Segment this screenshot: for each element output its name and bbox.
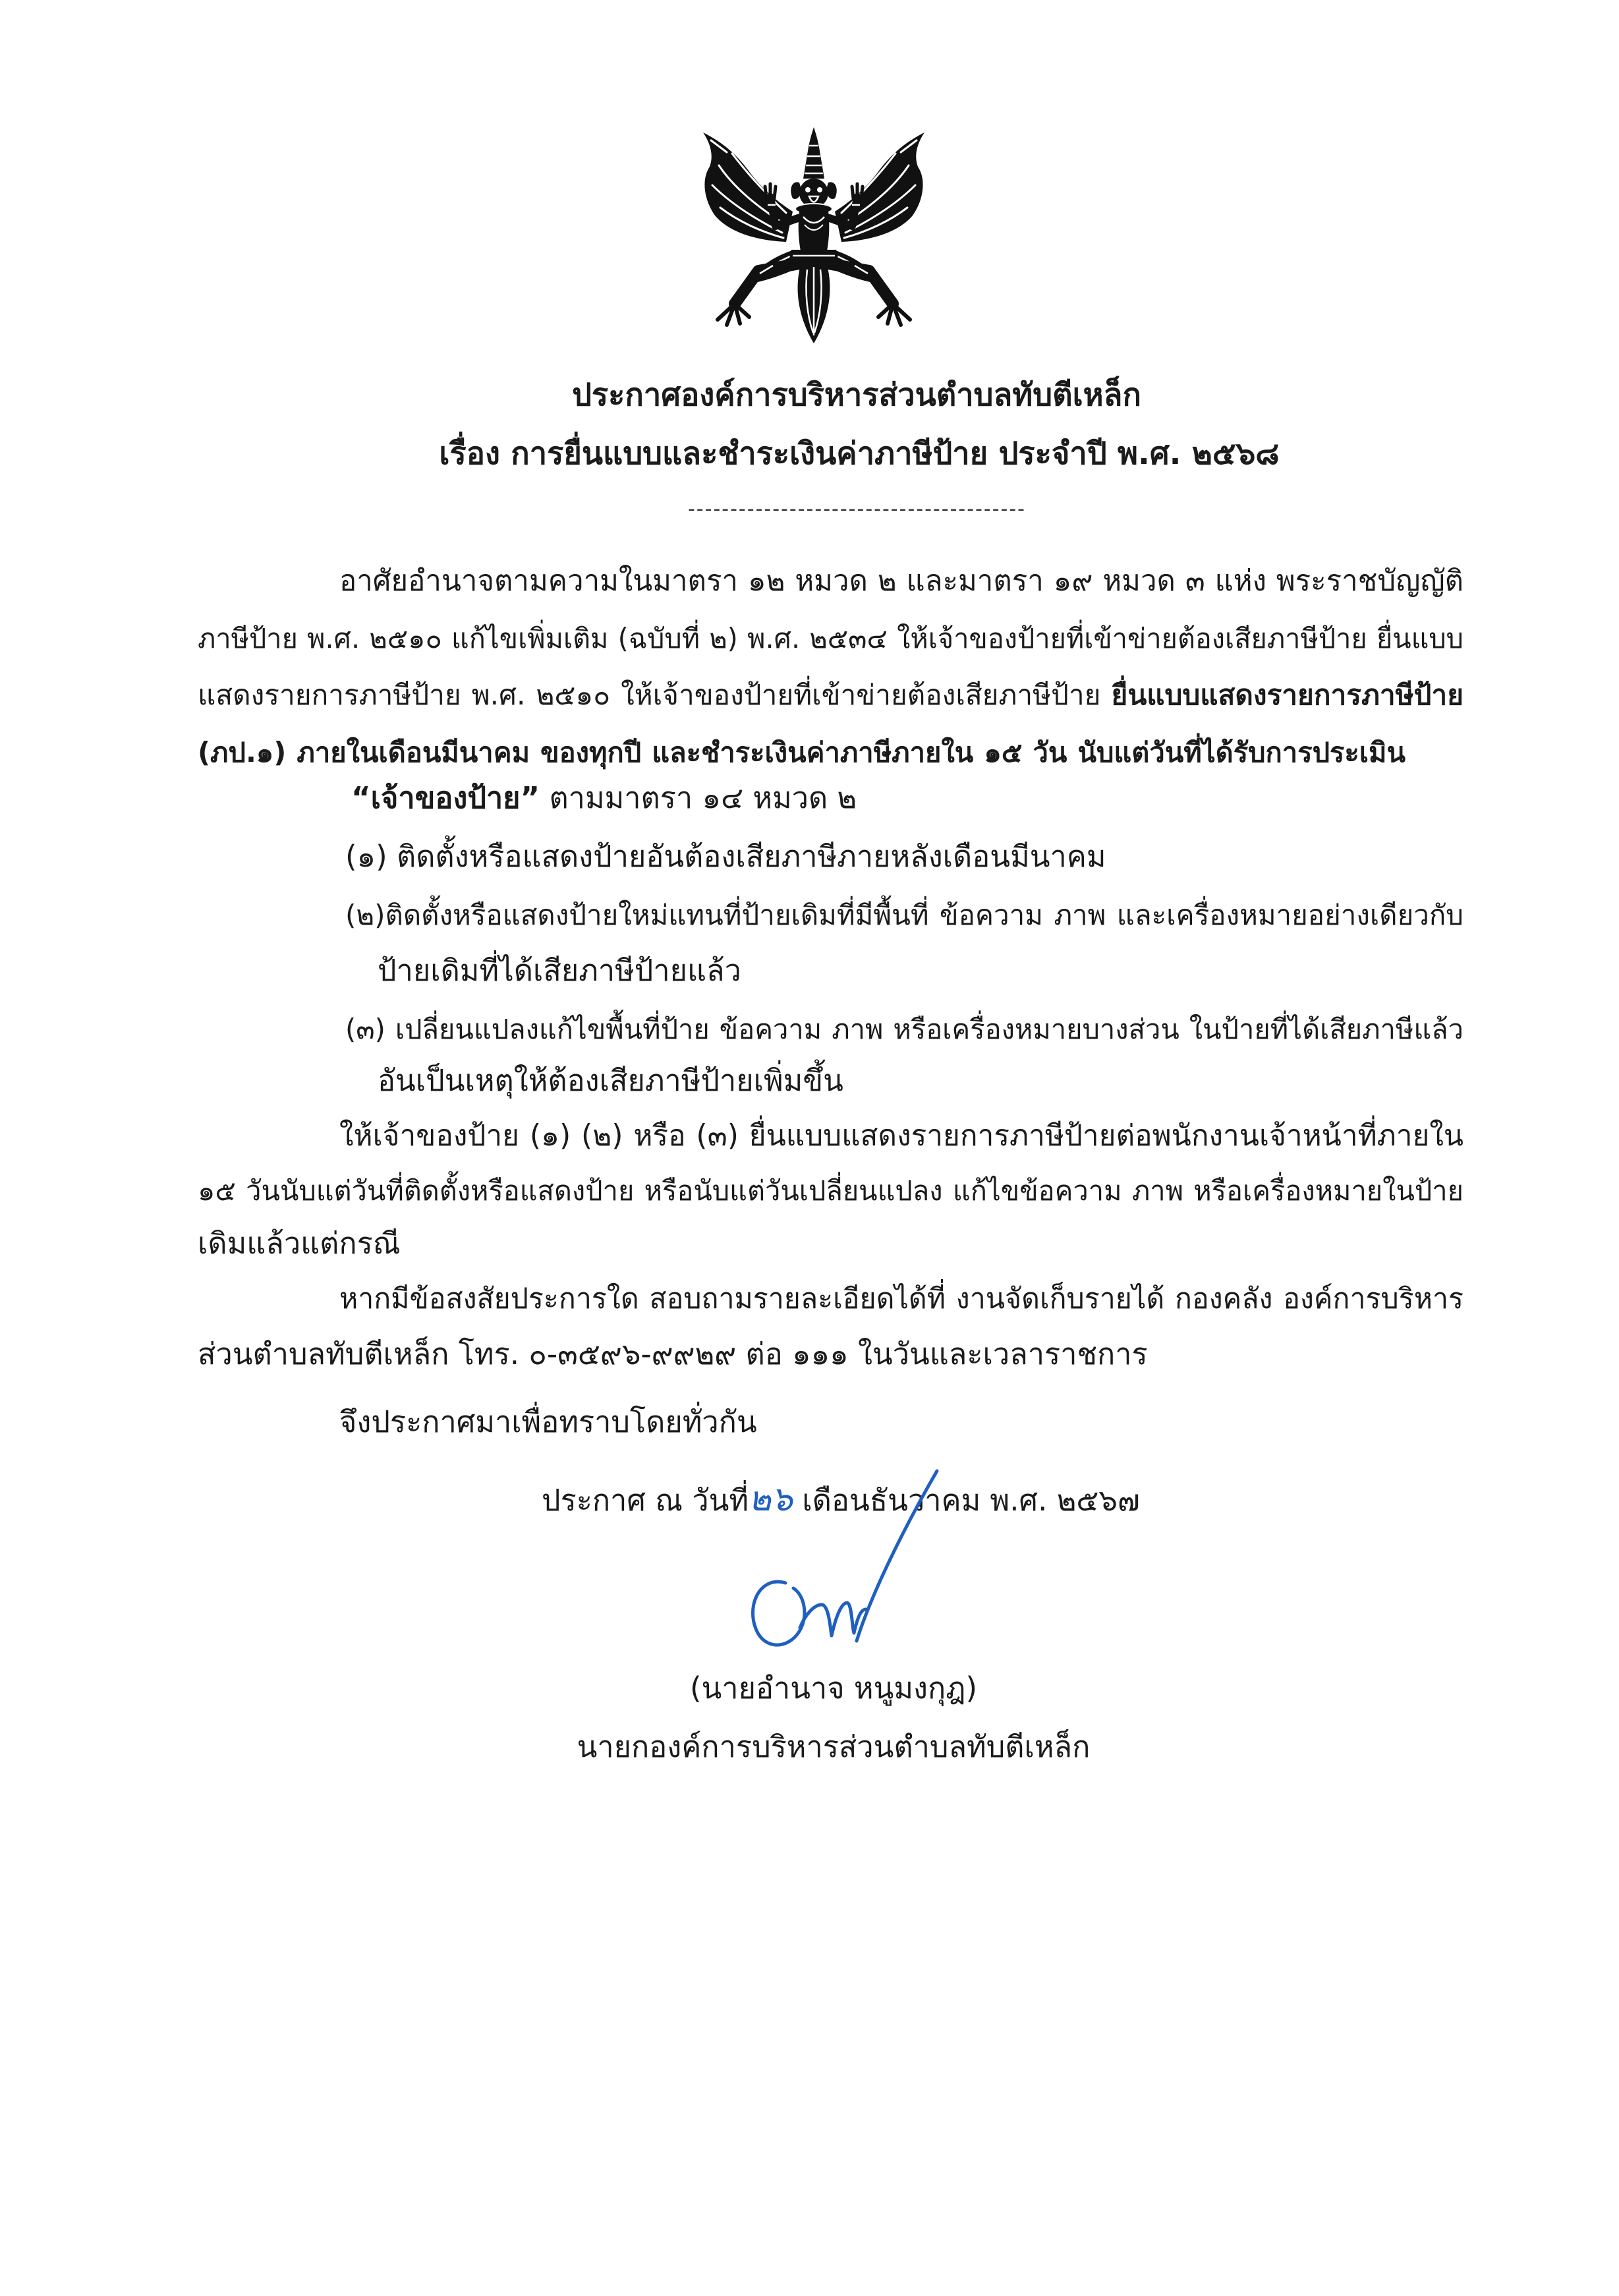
paragraph-1-line-3 bbox=[198, 669, 1463, 722]
date-day-handwritten: ๒๖ bbox=[749, 1479, 793, 1519]
paragraph-3-line-2: ส่วนตำบลทับตีเหล็ก โทร. ๐-๓๕๙๖-๙๙๒๙ ต่อ ๑๑๑ ในวันและเวลาราชการ bbox=[198, 1336, 1148, 1371]
date-prefix: ประกาศ ณ วันที่ bbox=[542, 1483, 749, 1518]
date-suffix: เดือนธันวาคม พ.ศ. ๒๕๖๗ bbox=[802, 1483, 1140, 1518]
announcement-title: ประกาศองค์การบริหารส่วนตำบลทับตีเหล็ก bbox=[572, 377, 1141, 413]
paragraph-1-line-4: (ภป.๑) ภายในเดือนมีนาคม ของทุกปี และชำระเงินค่าภาษีภายใน ๑๕ วัน นับแต่วันที่ได้รับการประเมิน bbox=[198, 736, 1406, 768]
handwritten-signature-icon bbox=[725, 1463, 962, 1661]
item-1: (๑) ติดตั้งหรือแสดงป้ายอันต้องเสียภาษีภายหลังเดือนมีนาคม bbox=[345, 839, 1106, 874]
announcement-subject: เรื่อง การยื่นแบบและชำระเงินค่าภาษีป้าย ประจำปี พ.ศ. ๒๕๖๘ bbox=[439, 436, 1280, 472]
paragraph-1-line-1: อาศัยอำนาจตามความในมาตรา ๑๒ หมวด ๒ และมาตรา ๑๙ หมวด ๓ แห่ง พระราชบัญญัติ bbox=[339, 564, 1463, 598]
item-2-continuation: ป้ายเดิมที่ได้เสียภาษีป้ายแล้ว bbox=[378, 953, 741, 988]
sign-owner-term: “เจ้าของป้าย” bbox=[351, 780, 540, 815]
title-divider: ---------------------------------------- bbox=[687, 498, 1026, 521]
paragraph-3-line-1: หากมีข้อสงสัยประการใด สอบถามรายละเอียดได้ที่ งานจัดเก็บรายได้ กองคลัง องค์การบริหาร bbox=[339, 1282, 1463, 1315]
paragraph-1-line-3-bold: ยื่นแบบแสดงรายการภาษีป้าย bbox=[1111, 679, 1463, 711]
item-2: (๒)ติดตั้งหรือแสดงป้ายใหม่แทนที่ป้ายเดิมที่มีพื้นที่ ข้อความ ภาพ และเครื่องหมายอย่างเดียวกับ bbox=[345, 899, 1463, 931]
sign-owner-reference: ตามมาตรา ๑๔ หมวด ๒ bbox=[549, 780, 857, 815]
paragraph-2-line-1: ให้เจ้าของป้าย (๑) (๒) หรือ (๓) ยื่นแบบแสดงรายการภาษีป้ายต่อพนักงานเจ้าหน้าที่ภายใน bbox=[339, 1119, 1463, 1153]
paragraph-1-line-2: ภาษีป้าย พ.ศ. ๒๕๑๐ แก้ไขเพิ่มเติม (ฉบับที่ ๒) พ.ศ. ๒๕๓๔ ให้เจ้าของป้ายที่เข้าข่ายต้องเสียภาษีป้าย ยื่นแบบ bbox=[198, 623, 1463, 654]
paragraph-2-line-3: เดิมแล้วแต่กรณี bbox=[198, 1226, 401, 1261]
closing-statement: จึงประกาศมาเพื่อทราบโดยทั่วกัน bbox=[339, 1404, 757, 1439]
signer-position: นายกองค์การบริหารส่วนตำบลทับตีเหล็ก bbox=[577, 1729, 1091, 1764]
item-3-continuation: อันเป็นเหตุให้ต้องเสียภาษีป้ายเพิ่มขึ้น bbox=[378, 1063, 843, 1098]
signer-name: (นายอำนาจ หนูมงกุฎ) bbox=[689, 1671, 978, 1706]
paragraph-2-line-2: ๑๕ วันนับแต่วันที่ติดตั้งหรือแสดงป้าย หรือนับแต่วันเปลี่ยนแปลง แก้ไขข้อความ ภาพ หรือเครื่องหมายในป้าย bbox=[198, 1174, 1463, 1207]
sign-owner-definition bbox=[351, 772, 1010, 824]
item-3: (๓) เปลี่ยนแปลงแก้ไขพื้นที่ป้าย ข้อความ ภาพ หรือเครื่องหมายบางส่วน ในป้ายที่ได้เสียภาษีแล้ว bbox=[345, 1013, 1463, 1045]
paragraph-1-line-3-normal: แสดงรายการภาษีป้าย พ.ศ. ๒๕๑๐ ให้เจ้าของป้ายที่เข้าข่ายต้องเสียภาษีป้าย bbox=[198, 679, 1101, 711]
garuda-emblem-icon bbox=[694, 125, 934, 345]
